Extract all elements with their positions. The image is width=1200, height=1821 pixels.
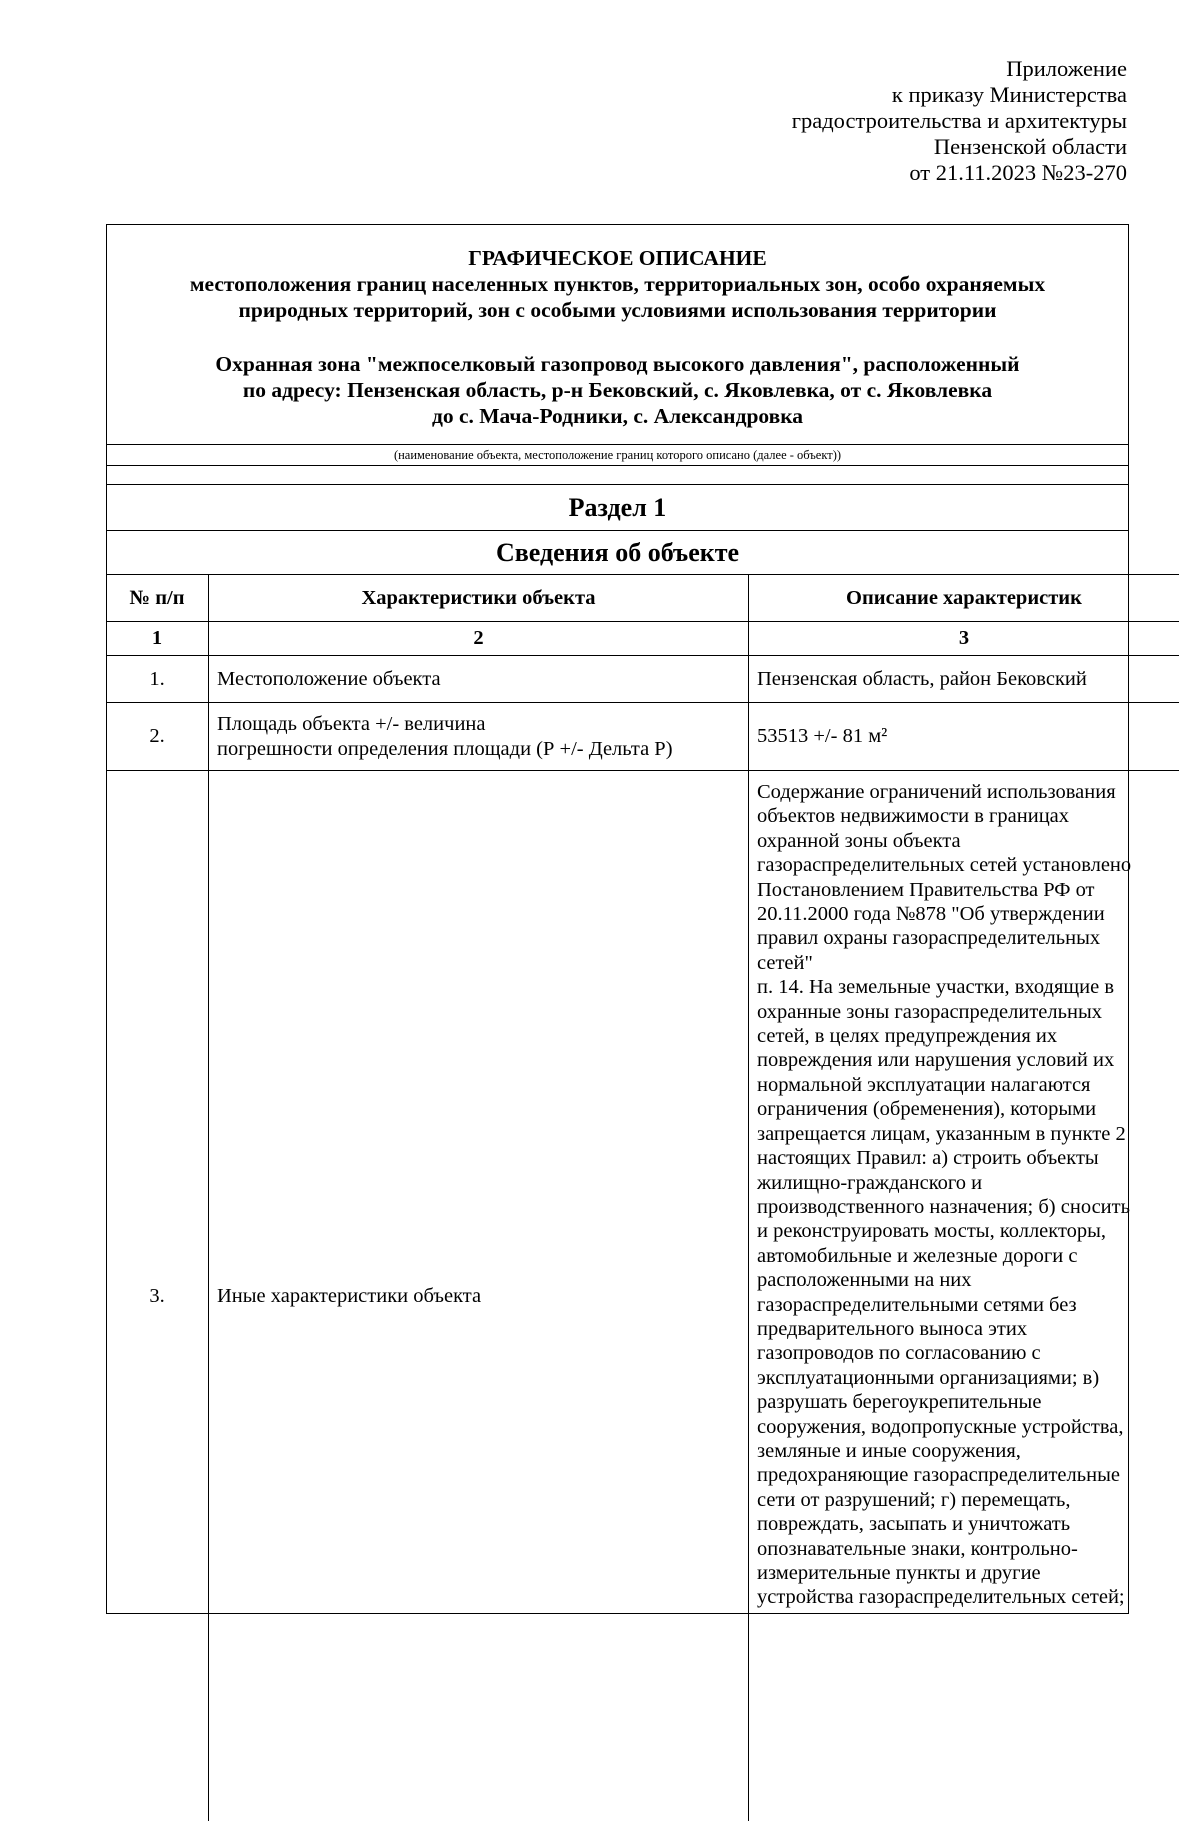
row-characteristic: Иные характеристики объекта — [209, 771, 749, 1821]
index-cell: 3 — [749, 622, 1180, 656]
index-cell: 1 — [106, 622, 209, 656]
subtitle-line: местоположения границ населенных пунктов, территориальных зон, особо охраняемых — [107, 271, 1128, 297]
object-name-hint: (наименование объекта, местоположение границ которого описано (далее - объект)) — [107, 444, 1128, 466]
appendix-line: Пензенской области — [527, 134, 1127, 160]
document-header — [107, 225, 1128, 444]
appendix-line: от 21.11.2023 №23-270 — [527, 160, 1127, 186]
row-num: 2. — [106, 703, 209, 771]
object-line: по адресу: Пензенская область, р-н Бековский, с. Яковлевка, от с. Яковлевка — [107, 377, 1128, 403]
row-characteristic: Местоположение объекта — [209, 656, 749, 703]
row-description: Пензенская область, район Бековский — [749, 656, 1180, 703]
spacer — [107, 466, 1128, 484]
table-row — [106, 656, 1179, 703]
section-title: Раздел 1 — [107, 484, 1128, 530]
index-cell: 2 — [209, 622, 749, 656]
table-index-row — [106, 622, 1179, 656]
header-cell-characteristic: Характеристики объекта — [209, 575, 749, 622]
object-line: до с. Мача-Родники, с. Александровка — [107, 403, 1128, 429]
document-title: ГРАФИЧЕСКОЕ ОПИСАНИЕ — [107, 245, 1128, 271]
appendix-block — [527, 56, 1127, 186]
table-row — [106, 703, 1179, 771]
subtitle-line: природных территорий, зон с особыми условиями использования территории — [107, 297, 1128, 323]
characteristics-table — [106, 574, 1179, 1821]
table-row — [106, 771, 1179, 1821]
appendix-line: к приказу Министерства — [527, 82, 1127, 108]
table-header-row — [106, 575, 1179, 622]
row-num: 1. — [106, 656, 209, 703]
row-description: 53513 +/- 81 м² — [749, 703, 1180, 771]
object-line: Охранная зона "межпоселковый газопровод высокого давления", расположенный — [107, 351, 1128, 377]
section-subtitle: Сведения об объекте — [107, 530, 1128, 574]
document-frame — [106, 224, 1129, 1614]
header-cell-num: № п/п — [106, 575, 209, 622]
row-num: 3. — [106, 771, 209, 1821]
header-cell-description: Описание характеристик — [749, 575, 1180, 622]
row-characteristic: Площадь объекта +/- величина погрешности определения площади (Р +/- Дельта Р) — [209, 703, 749, 771]
appendix-line: Приложение — [527, 56, 1127, 82]
appendix-line: градостроительства и архитектуры — [527, 108, 1127, 134]
row-description: Содержание ограничений использования объектов недвижимости в границах охранной зоны объекта газораспределительных сетей установлено Постановлением Правительства РФ от 20.11.2000 года №878 "Об утверждении правил охраны газораспределительных сетей" п. 14. На земельные участки, входящие в охранные зоны газораспределительных сетей, в целях предупреждения их повреждения или нарушения условий их нормальной эксплуатации налагаются ограничения (обременения), которыми запрещается лицам, указанным в пункте 2 настоящих Правил: а) строить объекты жилищно-гражданского и производственного назначения; б) сносить и реконструировать мосты, коллекторы, автомобильные и железные дороги с расположенными на них газораспределительными сетями без предварительного выноса этих газопроводов по согласованию с эксплуатационными организациями; в) разрушать берегоукрепительные сооружения, водопропускные устройства, земляные и иные сооружения, предохраняющие газораспределительные сети от разрушений; г) перемещать, повреждать, засыпать и уничтожать опознавательные знаки, контрольно- измерительные пункты и другие устройства газораспределительных сетей; — [749, 771, 1180, 1821]
